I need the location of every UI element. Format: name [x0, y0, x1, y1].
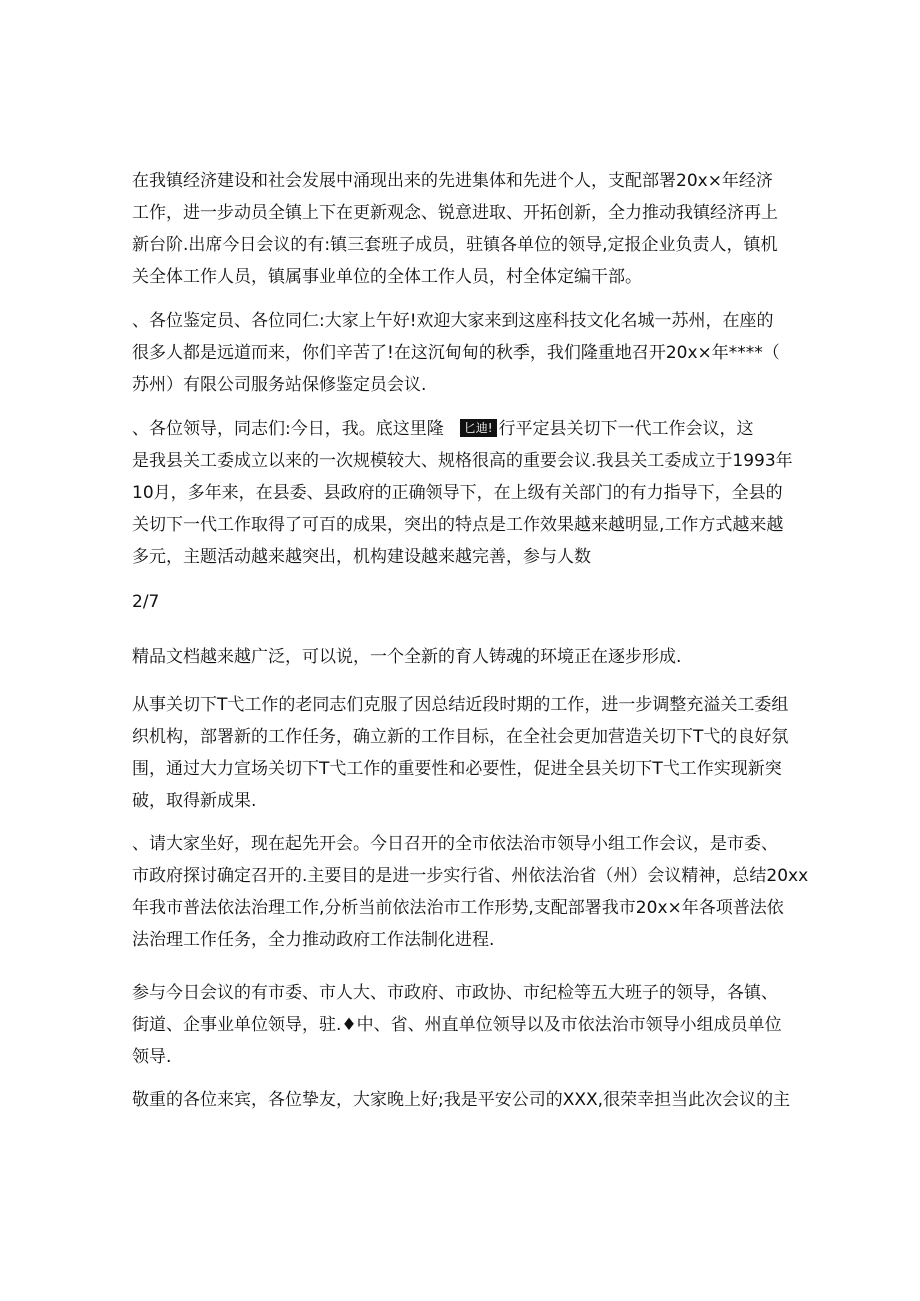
- text-line: 多元，主题活动越来越突出，机构建设越来越完善，参与人数: [132, 547, 591, 567]
- text-line: 破，取得新成果.: [132, 791, 257, 811]
- text-line: 关切下一代工作取得了可百的成果，突出的特点是工作效果越来越明显,工作方式越来越: [132, 515, 784, 535]
- page-number: 2/7: [132, 592, 160, 612]
- text-line: 10月，多年来，在县委、县政府的正确领导下，在上级有关部门的有力指导下，全县的: [132, 483, 783, 503]
- text-line: 、请大家坐好，现在起先开会。今日召开的全市依法治市领导小组工作会议，是市委、: [132, 834, 778, 854]
- text-line: 是我县关工委成立以来的一次规模较大、规格很高的重要会议.我县关工委成立于1993年: [132, 451, 793, 471]
- text-line: 法治理工作任务，全力推动政府工作法制化进程.: [132, 930, 495, 950]
- text-segment: 、各位领导，同志们:今日，我。底这里隆: [132, 419, 444, 439]
- paragraph-county-committee: [132, 413, 792, 573]
- text-line: 、各位鉴定员、各位同仁:大家上午好!欢迎大家来到这座科技文化名城一苏州，在座的: [132, 311, 774, 331]
- text-segment: 行平定县关切下一代工作会议，这: [498, 419, 754, 439]
- text-line: 在我镇经济建设和社会发展中涌现出来的先进集体和先进个人，支配部署20x×年经济: [132, 171, 773, 191]
- text-line: 关全体工作人员，镇属事业单位的全体工作人员，村全体定编干部。: [132, 267, 642, 287]
- paragraph-quality-document: [132, 641, 792, 673]
- text-line: 工作，进一步动员全镇上下在更新观念、锐意进取、开拓创新，全力推动我镇经济再上: [132, 203, 778, 223]
- stamp-mark: 匕迪!: [460, 419, 497, 437]
- text-line: 敬重的各位来宾，各位挚友，大家晚上好;我是平安公司的XXX,很荣幸担当此次会议的主: [132, 1090, 791, 1110]
- text-line: 市政府探讨确定召开的.主要目的是进一步实行省、州依法治省（州）会议精神，总结20xx: [132, 866, 809, 886]
- text-line: 精品文档越来越广泛，可以说，一个全新的育人铸魂的环境正在逐步形成.: [132, 647, 682, 667]
- text-line: 织机构，部署新的工作任务，确立新的工作目标，在全社会更加营造关切下T弋的良好氛: [132, 727, 789, 747]
- text-line: 参与今日会议的有市委、市人大、市政府、市政协、市纪检等五大班子的领导，各镇、: [132, 983, 778, 1003]
- text-line: 苏州）有限公司服务站保修鉴定员会议.: [132, 375, 427, 395]
- paragraph-rule-of-law: [132, 828, 809, 956]
- paragraph-suzhou-welcome: [132, 305, 792, 401]
- text-line: 很多人都是远道而来，你们辛苦了!在这沉甸甸的秋季，我们隆重地召开20x×年****（: [132, 343, 780, 363]
- text-line: 街道、企事业单位领导，驻.♦中、省、州直单位领导以及市依法治市领导小组成员单位: [132, 1015, 782, 1035]
- paragraph-veteran-comrades: [132, 689, 792, 817]
- paragraph-host-greeting: [132, 1084, 792, 1116]
- text-line: [132, 413, 792, 445]
- text-line: 从事关切下T弋工作的老同志们克服了因总结近段时期的工作，进一步调整充溢关工委组: [132, 695, 789, 715]
- paragraph-town-meeting: [132, 165, 792, 293]
- text-line: 新台阶.出席今日会议的有:镇三套班子成员，驻镇各单位的领导,定报企业负责人，镇机: [132, 235, 778, 255]
- paragraph-attendees: [132, 977, 792, 1073]
- text-line: 领导.: [132, 1047, 172, 1067]
- text-line: 围，通过大力宣场关切下T弋工作的重要性和必要性，促进全县关切下T弋工作实现新突: [132, 759, 782, 779]
- text-line: 年我市普法依法治理工作,分析当前依法治市工作形势,支配部署我市20x×年各项普法依: [132, 898, 784, 918]
